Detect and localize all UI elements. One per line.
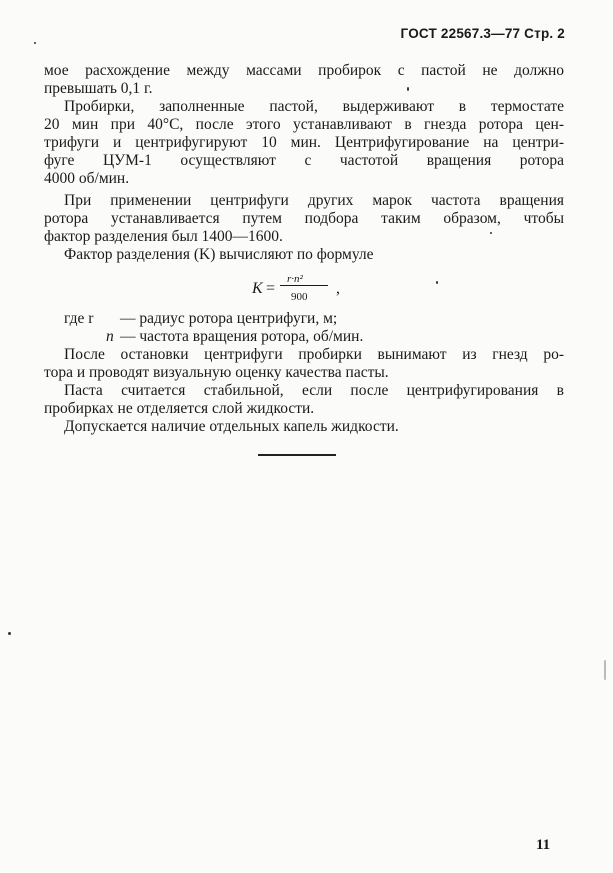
paragraph-2 (44, 98, 564, 188)
text-line: фуге ЦУМ-1 осуществляют с частотой вращения ротора (44, 152, 564, 169)
text-line: мое расхождение между массами пробирок с пастой не должно (44, 62, 564, 79)
scan-speck (407, 87, 409, 91)
legend-symbol-n: n (106, 328, 114, 345)
fraction-bar (280, 285, 328, 286)
formula-legend-r (44, 310, 564, 328)
text-line: Допускается наличие отдельных капель жидкости. (64, 418, 399, 435)
paragraph-3 (44, 192, 564, 246)
scan-speck (8, 632, 11, 635)
text-line: Паста считается стабильной, если после центрифугирования в (64, 382, 564, 399)
text-line: Пробирки, заполненные пастой, выдерживают в термостате (64, 98, 564, 115)
text-line: пробирках не отделяется слой жидкости. (44, 400, 315, 417)
formula-denominator: 900 (291, 291, 308, 303)
document-body (44, 62, 564, 436)
formula-comma: , (336, 280, 340, 297)
scan-speck (490, 232, 492, 234)
formula-numerator: r·n² (287, 273, 303, 285)
text-line: фактор разделения был 1400—1600. (44, 228, 283, 245)
text-line: ротора устанавливается путем подбора таким образом, чтобы (44, 210, 564, 227)
paragraph-6 (44, 382, 564, 418)
formula-legend-n (44, 328, 564, 346)
separation-factor-formula (44, 270, 564, 308)
formula-lhs: K (252, 280, 263, 297)
legend-symbol-r: где r (64, 310, 94, 327)
legend-desc-n: — частота вращения ротора, об/мин. (120, 328, 364, 345)
legend-desc-r: — радиус ротора центрифуги, м; (120, 310, 338, 327)
text-line: трифуги и центрифугируют 10 мин. Центрифугирование на центри- (44, 134, 564, 151)
page-number: 11 (536, 837, 551, 853)
text-line: 4000 об/мин. (44, 170, 130, 187)
text-line: 20 мин при 40°С, после этого устанавливают в гнезда ротора цен- (44, 116, 564, 133)
closing-rule (258, 454, 336, 456)
scan-speck (34, 42, 36, 44)
text-line: тора и проводят визуальную оценку качества пасты. (44, 364, 389, 381)
paragraph-4 (44, 246, 564, 264)
page-header: ГОСТ 22567.3—77 Стр. 2 (400, 26, 565, 41)
scan-speck (604, 660, 606, 680)
text-line: При применении центрифуги других марок частота вращения (64, 192, 564, 209)
text-line: Фактор разделения (K) вычисляют по формуле (64, 246, 374, 263)
text-line: После остановки центрифуги пробирки вынимают из гнезд ро- (64, 346, 564, 363)
paragraph-7 (44, 418, 564, 436)
scan-speck (436, 281, 438, 284)
paragraph-1 (44, 62, 564, 98)
text-line: превышать 0,1 г. (44, 80, 153, 97)
paragraph-5 (44, 346, 564, 382)
formula-equals: = (266, 280, 276, 297)
